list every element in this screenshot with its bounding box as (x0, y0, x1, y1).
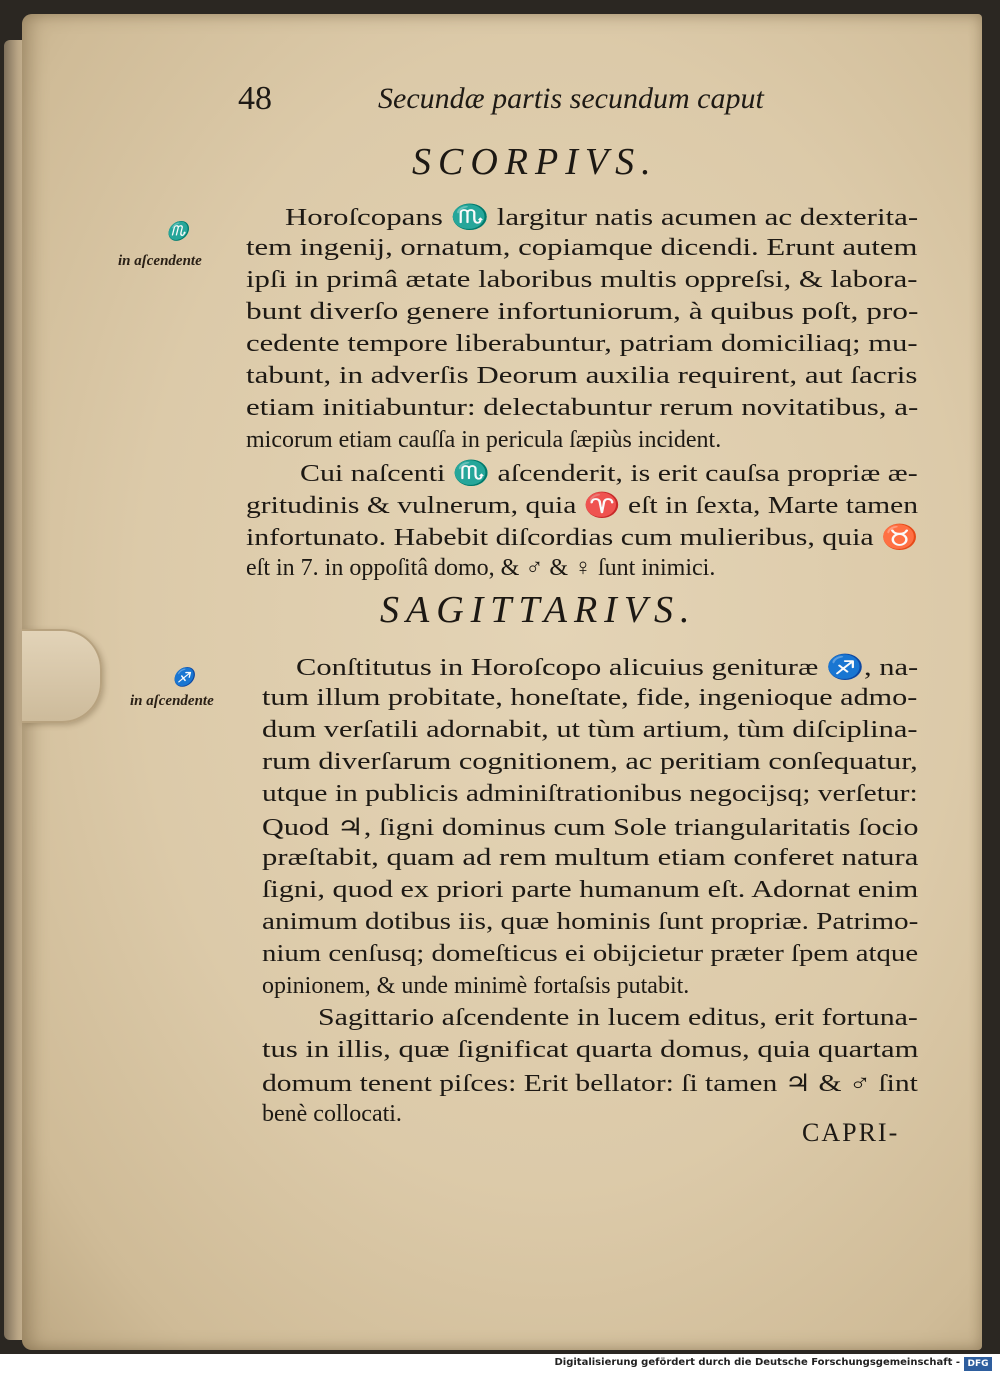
text-line: cedente tempore liberabuntur, patriam domiciliaq; mu- (246, 331, 918, 357)
section-heading-scorpius: SCORPIVS. (412, 141, 658, 183)
text-line: Horoſcopans ♏ largitur natis acumen ac dexterita- (285, 205, 919, 231)
dfg-logo: DFG (964, 1357, 992, 1371)
text-line: tum illum probitate, honeſtate, fide, ingenioque admo- (262, 685, 918, 711)
text-line: tabunt, in adverſis Deorum auxilia requirent, aut ſacris (246, 363, 918, 389)
margin-symbol-scorpio: ♏ (166, 221, 189, 241)
text-line: dum verſatili adornabit, ut tùm artium, tùm diſciplina- (262, 717, 918, 743)
text-line: etiam initiabuntur: delectabuntur rerum novitatibus, a- (246, 395, 919, 421)
text-line: tus in illis, quæ ſignificat quarta domus, quia quartam (262, 1037, 919, 1063)
text-line: Sagittario aſcendente in lucem editus, erit fortuna- (318, 1005, 918, 1031)
margin-note-sagittarius: in aſcendente (130, 693, 214, 709)
text-line: bunt diverſo genere infortuniorum, à quibus poſt, pro- (246, 299, 919, 325)
text-line: animum dotibus iis, quæ hominis ſunt propriæ. Patrimo- (262, 909, 919, 935)
text-line: benè collocati. (262, 1101, 402, 1127)
text-line: rum diverſarum cognitionem, ac peritiam conſequatur, (262, 749, 918, 775)
text-line: nium cenſusq; domeſticus ei obijcietur præter ſpem atque (262, 941, 919, 967)
catchword: CAPRI- (802, 1118, 900, 1147)
text-line: ipſi in primâ ætate laboribus multis oppreſsi, & labora- (246, 267, 918, 293)
text-line: micorum etiam cauſſa in pericula ſæpiùs incident. (246, 427, 722, 453)
text-line: præſtabit, quam ad rem multum etiam conferet natura (262, 845, 919, 871)
running-title: Secundæ partis secundum caput (378, 82, 764, 115)
text-line: Conſtitutus in Horoſcopo alicuius genituræ ♐, na- (296, 655, 919, 681)
text-line: tem ingenij, ornatum, copiamque dicendi. Erunt autem (246, 235, 918, 261)
text-line: domum tenent piſces: Erit bellator: ſi tamen ♃ & ♂ ſint (262, 1071, 918, 1097)
running-head (0, 80, 1000, 120)
text-line: infortunato. Habebit diſcordias cum mulieribus, quia ♉ (246, 525, 919, 551)
text-line: opinionem, & unde minimè fortaſsis putabit. (262, 973, 690, 999)
margin-note-scorpio: in aſcendente (118, 253, 202, 269)
text-line: Cui naſcenti ♏ aſcenderit, is erit cauſsa propriæ æ- (300, 461, 918, 487)
text-line: gritudinis & vulnerum, quia ♈ eſt in ſexta, Marte tamen (246, 493, 919, 519)
footer-bar (0, 1354, 1000, 1374)
text-line: utque in publicis adminiſtrationibus negocijsq; verſetur: (262, 781, 918, 807)
clip-tab (22, 629, 102, 723)
text-line: ſigni, quod ex priori parte humanum eſt. Adornat enim (262, 877, 919, 903)
text-line: eſt in 7. in oppoſitâ domo, & ♂ & ♀ ſunt inimici. (246, 555, 716, 581)
text-line: Quod ♃, ſigni dominus cum Sole triangularitatis ſocio (262, 815, 919, 841)
margin-symbol-sagittarius: ♐ (172, 667, 195, 687)
page-number: 48 (238, 80, 272, 117)
funding-credit: Digitalisierung gefördert durch die Deutsche Forschungsgemeinschaft - (554, 1357, 960, 1368)
section-heading-sagittarius: SAGITTARIVS. (380, 589, 697, 631)
